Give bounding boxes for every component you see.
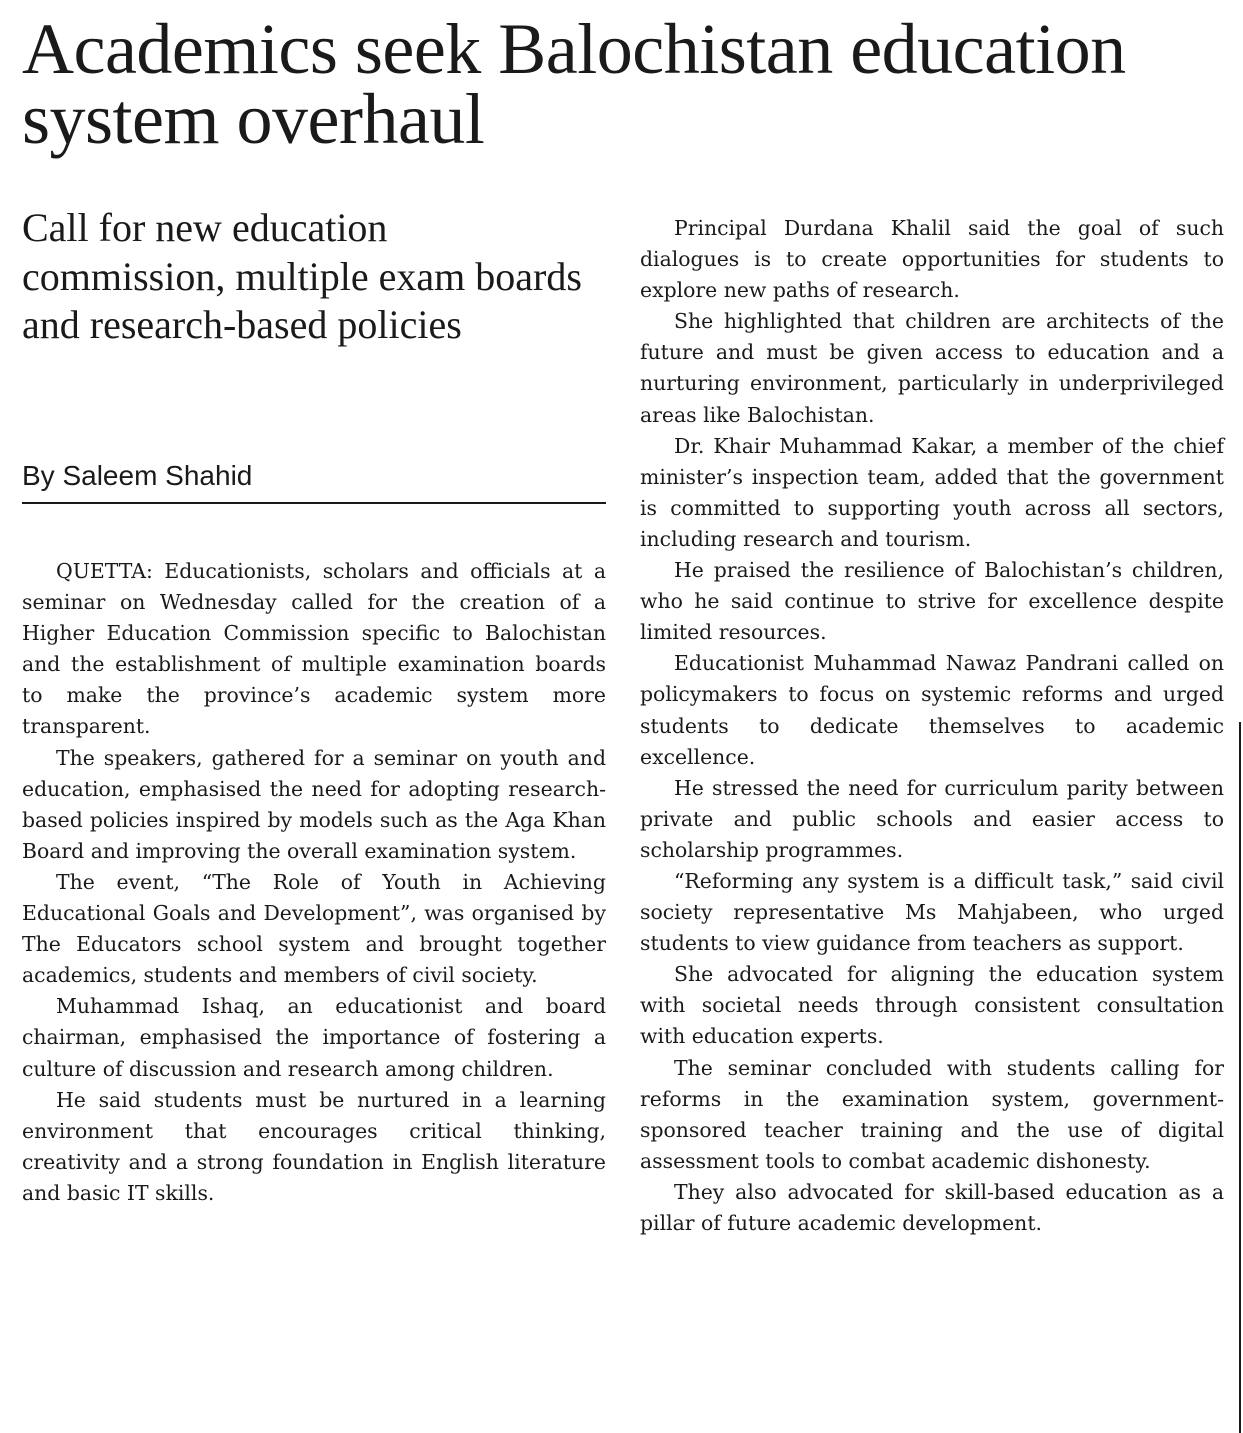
body-paragraph: The speakers, gathered for a seminar on youth and education, emphasised the need for adopting research-based policies inspired by models such as the Aga Khan Board and improving the overall examination system.	[22, 745, 606, 863]
body-paragraph: QUETTA: Educationists, scholars and officials at a seminar on Wednesday called for the creation of a Higher Education Commission specific to Balochistan and the establishment of multiple examination boards to make the province’s academic system more transparent.	[22, 559, 606, 739]
body-paragraph: The seminar concluded with students calling for reforms in the examination system, government-sponsored teacher training and the use of digital assessment tools to combat academic dishonesty.	[640, 1055, 1224, 1173]
body-paragraph: Principal Durdana Khalil said the goal of such dialogues is to create opportunities for students to explore new paths of research.	[640, 216, 1224, 303]
byline: By Saleem Shahid	[22, 458, 606, 504]
body-paragraph: Muhammad Ishaq, an educationist and board chairman, emphasised the importance of fostering a culture of discussion and research among children.	[22, 994, 606, 1081]
body-paragraph: Dr. Khair Muhammad Kakar, a member of the chief minister’s inspection team, added that the government is committed to supporting youth across all sectors, including research and tourism.	[640, 433, 1224, 551]
body-paragraph: The event, “The Role of Youth in Achieving Educational Goals and Development”, was organised by The Educators school system and brought together academics, students and members of civil society.	[22, 869, 606, 988]
body-paragraph: He praised the resilience of Balochistan’s children, who he said continue to strive for excellence despite limited resources.	[640, 558, 1224, 645]
column-rule	[1239, 722, 1241, 1433]
subheadline: Call for new education commission, multiple exam boards and research-based policies	[22, 205, 582, 347]
body-paragraph: He stressed the need for curriculum parity between private and public schools and easier access to scholarship programmes.	[640, 775, 1224, 862]
body-paragraph: She advocated for aligning the education system with societal needs through consistent consultation with education experts.	[640, 962, 1224, 1049]
headline: Academics seek Balochistan education system overhaul	[22, 9, 1126, 159]
article-column-right	[640, 213, 1224, 1239]
body-paragraph: “Reforming any system is a difficult task,” said civil society representative Ms Mahjabeen, who urged students to view guidance from teachers as support.	[640, 868, 1224, 956]
body-paragraph: He said students must be nurtured in a learning environment that encourages critical thinking, creativity and a strong foundation in English literature and basic IT skills.	[22, 1087, 606, 1205]
body-paragraph: They also advocated for skill-based education as a pillar of future academic development.	[640, 1179, 1224, 1235]
body-paragraph: Educationist Muhammad Nawaz Pandrani called on policymakers to focus on systemic reforms and urged students to dedicate themselves to academic excellence.	[640, 651, 1224, 769]
body-paragraph: She highlighted that children are architects of the future and must be given access to education and a nurturing environment, particularly in underprivileged areas like Balochistan.	[640, 309, 1224, 427]
article-column-left	[22, 556, 606, 1209]
